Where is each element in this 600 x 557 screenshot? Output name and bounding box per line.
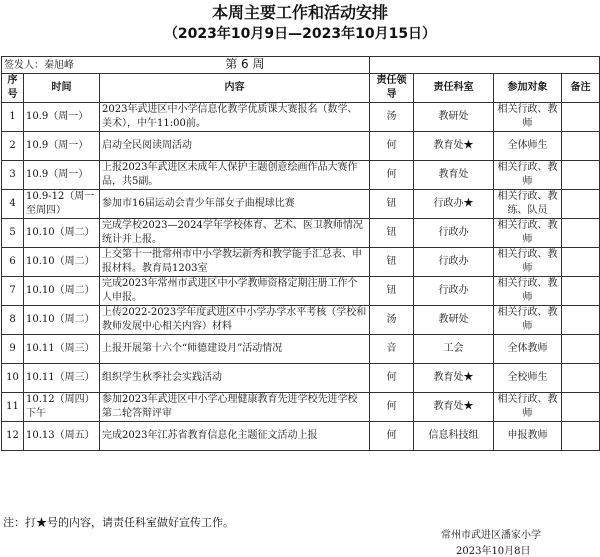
cell-seq: 4 [2, 190, 24, 219]
cell-time: 10.9（周一） [24, 103, 100, 132]
cell-content: 启动全民阅读周活动 [100, 132, 370, 161]
schedule-table [1, 56, 600, 451]
cell-remarks [562, 393, 600, 422]
page-title: 本周主要工作和活动安排 [211, 3, 388, 22]
cell-office: 行政办 [414, 219, 494, 248]
cell-content: 完成2023年江苏省教育信息化主题征文活动上报 [100, 422, 370, 451]
meta-row [2, 57, 600, 74]
cell-remarks [562, 422, 600, 451]
table-row [2, 219, 600, 248]
header-seq: 序号 [2, 74, 24, 103]
cell-seq: 7 [2, 277, 24, 306]
cell-remarks [562, 306, 600, 335]
cell-content: 上传2022-2023学年度武进区中小学办学水平考核（学校和教师发展中心相关内容）材料 [100, 306, 370, 335]
cell-leader: 钮 [370, 219, 414, 248]
table-row [2, 190, 600, 219]
cell-leader: 何 [370, 393, 414, 422]
cell-leader: 音 [370, 335, 414, 364]
cell-remarks [562, 364, 600, 393]
cell-remarks [562, 132, 600, 161]
cell-time: 10.10（周二） [24, 277, 100, 306]
week-label: 第 6 周 [225, 57, 265, 71]
cell-leader: 汤 [370, 103, 414, 132]
cell-remarks [562, 161, 600, 190]
cell-participants: 全校师生 [494, 364, 562, 393]
cell-remarks [562, 190, 600, 219]
cell-content: 参加市16届运动会青少年部女子曲棍球比赛 [100, 190, 370, 219]
cell-time: 10.9（周一） [24, 161, 100, 190]
cell-remarks [562, 103, 600, 132]
table-row [2, 277, 600, 306]
table-row [2, 248, 600, 277]
cell-content: 完成2023年常州市武进区中小学教师资格定期注册工作个人申报。 [100, 277, 370, 306]
cell-office: 教研处 [414, 103, 494, 132]
cell-seq: 2 [2, 132, 24, 161]
cell-leader: 何 [370, 364, 414, 393]
cell-seq: 3 [2, 161, 24, 190]
cell-content: 组织学生秋季社会实践活动 [100, 364, 370, 393]
cell-time: 10.11（周三） [24, 335, 100, 364]
cell-time: 10.13（周五） [24, 422, 100, 451]
footer-note: 注：打★号的内容，请责任科室做好宣传工作。 [3, 516, 234, 529]
cell-leader: 何 [370, 422, 414, 451]
cell-content: 上报开展第十六个“师德建设月”活动情况 [100, 335, 370, 364]
sender-label: 签发人：秦旭峰 [4, 60, 74, 71]
sender-cell [2, 57, 370, 74]
cell-time: 10.11（周三） [24, 364, 100, 393]
cell-office: 行政办 [414, 248, 494, 277]
cell-participants: 相关行政、教师 [494, 306, 562, 335]
cell-content: 上报2023年武进区未成年人保护主题创意绘画作品大赛作品，共5副。 [100, 161, 370, 190]
cell-leader: 汤 [370, 306, 414, 335]
header-row [2, 74, 600, 103]
table-row [2, 422, 600, 451]
cell-leader: 钮 [370, 190, 414, 219]
cell-office: 教研处 [414, 306, 494, 335]
cell-participants: 相关行政、教师 [494, 161, 562, 190]
cell-participants: 相关行政、教师 [494, 277, 562, 306]
cell-leader: 钮 [370, 248, 414, 277]
cell-time: 10.10（周二） [24, 248, 100, 277]
meta-empty-cell [370, 57, 600, 74]
cell-seq: 8 [2, 306, 24, 335]
cell-time: 10.10（周二） [24, 219, 100, 248]
cell-remarks [562, 335, 600, 364]
table-row [2, 161, 600, 190]
cell-content: 上交第十一批常州市中小学教坛新秀和教学能手汇总表、申报材料。教育局1203室 [100, 248, 370, 277]
table-row [2, 393, 600, 422]
cell-office: 教育处★ [414, 132, 494, 161]
date-range-subtitle: （2023年10月9日—2023年10月15日） [163, 26, 437, 42]
cell-time: 10.10（周二） [24, 306, 100, 335]
table-row [2, 364, 600, 393]
table-row [2, 103, 600, 132]
cell-leader: 何 [370, 161, 414, 190]
header-remarks: 备注 [562, 74, 600, 103]
cell-participants: 申报教师 [494, 422, 562, 451]
school-name: 常州市武进区潘家小学 [441, 530, 541, 541]
cell-content: 2023年武进区中小学信息化教学优质课大赛报名（数学、美术），中午11:00前。 [100, 103, 370, 132]
cell-seq: 11 [2, 393, 24, 422]
cell-office: 行政办 [414, 277, 494, 306]
cell-participants: 全体教师 [494, 335, 562, 364]
cell-participants: 相关行政、教练、队员 [494, 190, 562, 219]
table-row [2, 132, 600, 161]
cell-seq: 5 [2, 219, 24, 248]
cell-time: 10.12（周四）下午 [24, 393, 100, 422]
sign-date: 2023年10月8日 [456, 546, 531, 557]
table-row [2, 335, 600, 364]
header-office: 责任科室 [414, 74, 494, 103]
cell-leader: 何 [370, 132, 414, 161]
cell-office: 信息科技组 [414, 422, 494, 451]
cell-remarks [562, 219, 600, 248]
cell-office: 教育处 [414, 161, 494, 190]
table-row [2, 306, 600, 335]
cell-participants: 全体师生 [494, 132, 562, 161]
cell-seq: 12 [2, 422, 24, 451]
cell-time: 10.9-12（周一至周四） [24, 190, 100, 219]
cell-remarks [562, 248, 600, 277]
cell-office: 行政办★ [414, 190, 494, 219]
header-participants: 参加对象 [494, 74, 562, 103]
cell-seq: 9 [2, 335, 24, 364]
cell-seq: 6 [2, 248, 24, 277]
cell-leader: 钮 [370, 277, 414, 306]
cell-content: 参加2023年武进区中小学心理健康教育先进学校先进学校第二轮答辩评审 [100, 393, 370, 422]
header-leader: 责任领导 [370, 74, 414, 103]
cell-seq: 10 [2, 364, 24, 393]
cell-participants: 相关行政、教师 [494, 393, 562, 422]
cell-office: 教育处★ [414, 393, 494, 422]
cell-office: 工会 [414, 335, 494, 364]
cell-office: 教育处★ [414, 364, 494, 393]
cell-participants: 相关行政、教师 [494, 103, 562, 132]
cell-seq: 1 [2, 103, 24, 132]
cell-time: 10.9（周一） [24, 132, 100, 161]
cell-participants: 相关行政、教师 [494, 219, 562, 248]
header-content: 内容 [100, 74, 370, 103]
cell-participants: 相关行政、教师 [494, 248, 562, 277]
cell-content: 完成学校2023—2024学年学校体育、艺术、医卫教师情况统计并上报。 [100, 219, 370, 248]
cell-remarks [562, 277, 600, 306]
header-time: 时间 [24, 74, 100, 103]
